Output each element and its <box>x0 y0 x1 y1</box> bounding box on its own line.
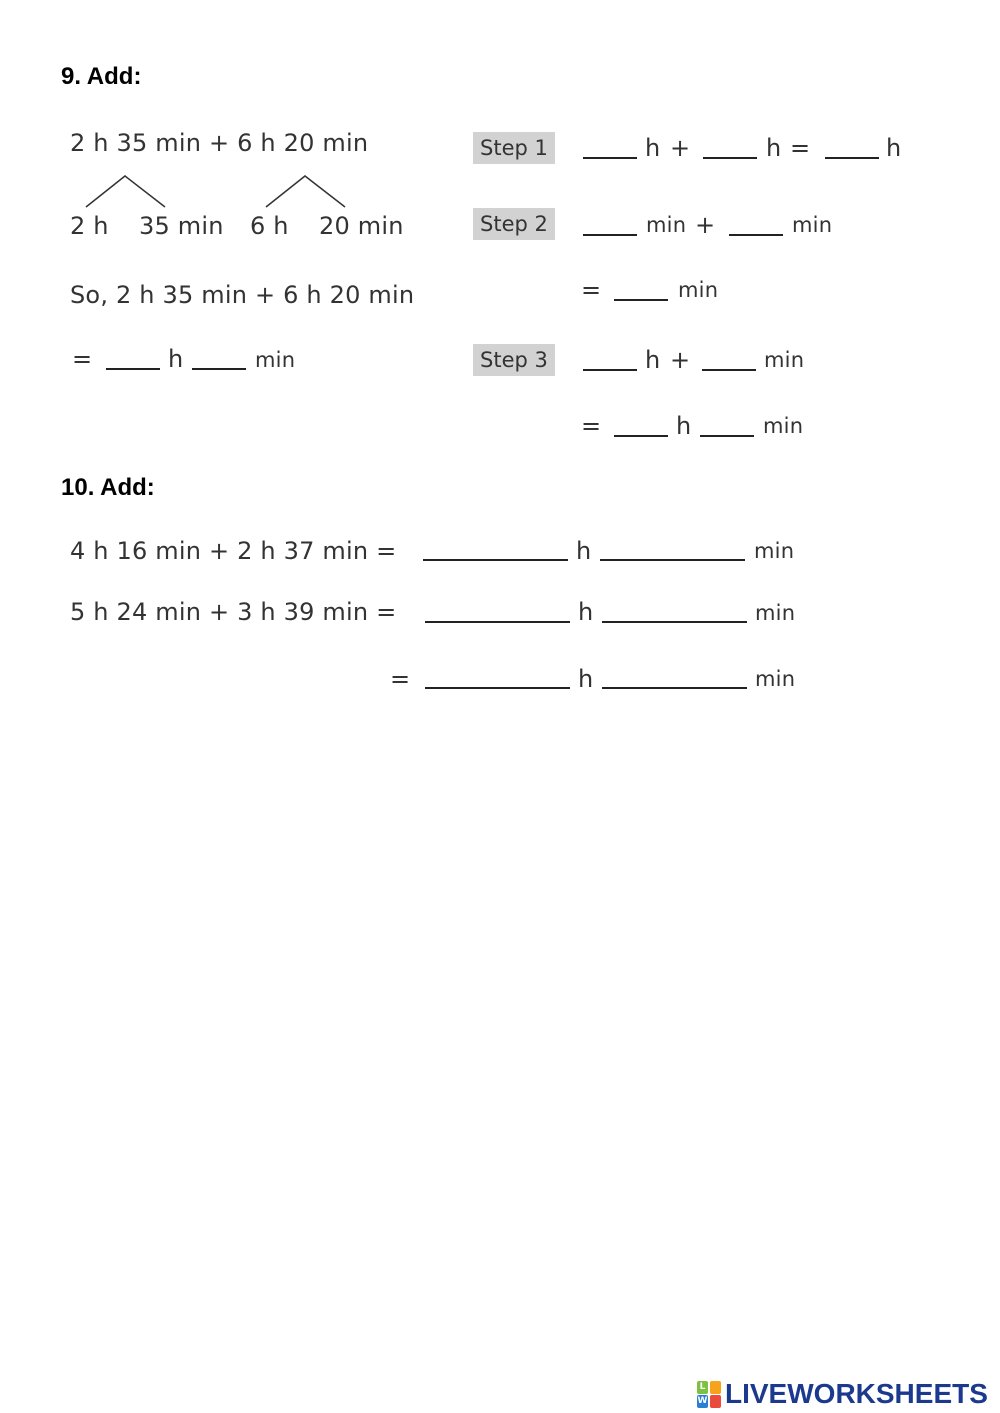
step-3-label: Step 3 <box>473 344 555 376</box>
step-1-label: Step 1 <box>473 132 555 164</box>
q10-p2-equals: = <box>390 665 411 693</box>
step1-equals: = <box>790 134 811 162</box>
step1-h-unit-1: h <box>645 134 661 162</box>
q10-p2-result-h-unit: h <box>578 665 594 693</box>
step2-min-unit-3: min <box>678 278 719 302</box>
logo-block-red <box>710 1395 721 1408</box>
step2-min-unit-2: min <box>792 213 833 237</box>
answer-hours-blank[interactable] <box>106 368 160 370</box>
liveworksheets-logo <box>697 1378 988 1410</box>
liveworksheets-logo-icon <box>697 1379 723 1409</box>
so-line: So, 2 h 35 min + 6 h 20 min <box>70 281 415 309</box>
liveworksheets-brand: LIVEWORKSHEETS <box>725 1378 988 1409</box>
step1-hours-sum-blank[interactable] <box>825 157 879 159</box>
step3-minutes-blank[interactable] <box>702 369 756 371</box>
q10-p2-result-min-unit: min <box>755 667 796 691</box>
step2-equals: = <box>581 276 602 304</box>
q10-p2-result-hours-blank[interactable] <box>425 687 570 689</box>
split-line-left <box>86 176 165 207</box>
step3-result-minutes-blank[interactable] <box>700 435 754 437</box>
q10-p2-hours-blank[interactable] <box>425 621 570 623</box>
q10-p1-h-unit: h <box>576 537 592 565</box>
q10-p1-hours-blank[interactable] <box>423 559 568 561</box>
step2-plus: + <box>695 211 716 239</box>
q9-problem: 2 h 35 min + 6 h 20 min <box>70 129 369 157</box>
question-9-heading: 9. Add: <box>61 63 142 90</box>
logo-block-blue: W <box>697 1396 708 1406</box>
step1-hours-blank-2[interactable] <box>703 157 757 159</box>
step3-equals: = <box>581 412 602 440</box>
step1-hours-blank-1[interactable] <box>583 157 637 159</box>
split-hours-1: 2 h <box>70 212 109 240</box>
step2-minutes-blank-2[interactable] <box>729 234 783 236</box>
step1-plus: + <box>670 134 691 162</box>
logo-block-green: L <box>697 1381 708 1394</box>
q10-p2-h-unit: h <box>578 598 594 626</box>
q10-p2-min-unit: min <box>755 601 796 625</box>
step3-result-min-unit: min <box>763 414 804 438</box>
step-2-label: Step 2 <box>473 208 555 240</box>
step3-min-unit: min <box>764 348 805 372</box>
logo-block-orange <box>710 1381 721 1394</box>
answer-minutes-blank[interactable] <box>192 368 246 370</box>
step3-hours-blank[interactable] <box>583 369 637 371</box>
step3-plus: + <box>670 346 691 374</box>
step1-h-unit-3: h <box>886 134 902 162</box>
q10-problem-2: 5 h 24 min + 3 h 39 min = <box>70 598 397 626</box>
answer-equals: = <box>72 345 93 373</box>
split-minutes-1: 35 min <box>139 212 224 240</box>
q10-p1-minutes-blank[interactable] <box>600 559 745 561</box>
q10-p2-result-minutes-blank[interactable] <box>602 687 747 689</box>
question-10-heading: 10. Add: <box>61 474 155 501</box>
step2-minutes-sum-blank[interactable] <box>614 299 668 301</box>
answer-min-unit: min <box>255 348 296 372</box>
split-minutes-2: 20 min <box>319 212 404 240</box>
step3-result-h-unit: h <box>676 412 692 440</box>
q10-p2-minutes-blank[interactable] <box>602 621 747 623</box>
q10-problem-1: 4 h 16 min + 2 h 37 min = <box>70 537 397 565</box>
step1-h-unit-2: h <box>766 134 782 162</box>
split-hours-2: 6 h <box>250 212 289 240</box>
step2-minutes-blank-1[interactable] <box>583 234 637 236</box>
step3-h-unit: h <box>645 346 661 374</box>
q10-p1-min-unit: min <box>754 539 795 563</box>
step3-result-hours-blank[interactable] <box>614 435 668 437</box>
answer-h-unit: h <box>168 345 184 373</box>
split-line-right <box>266 176 345 207</box>
step2-min-unit-1: min <box>646 213 687 237</box>
